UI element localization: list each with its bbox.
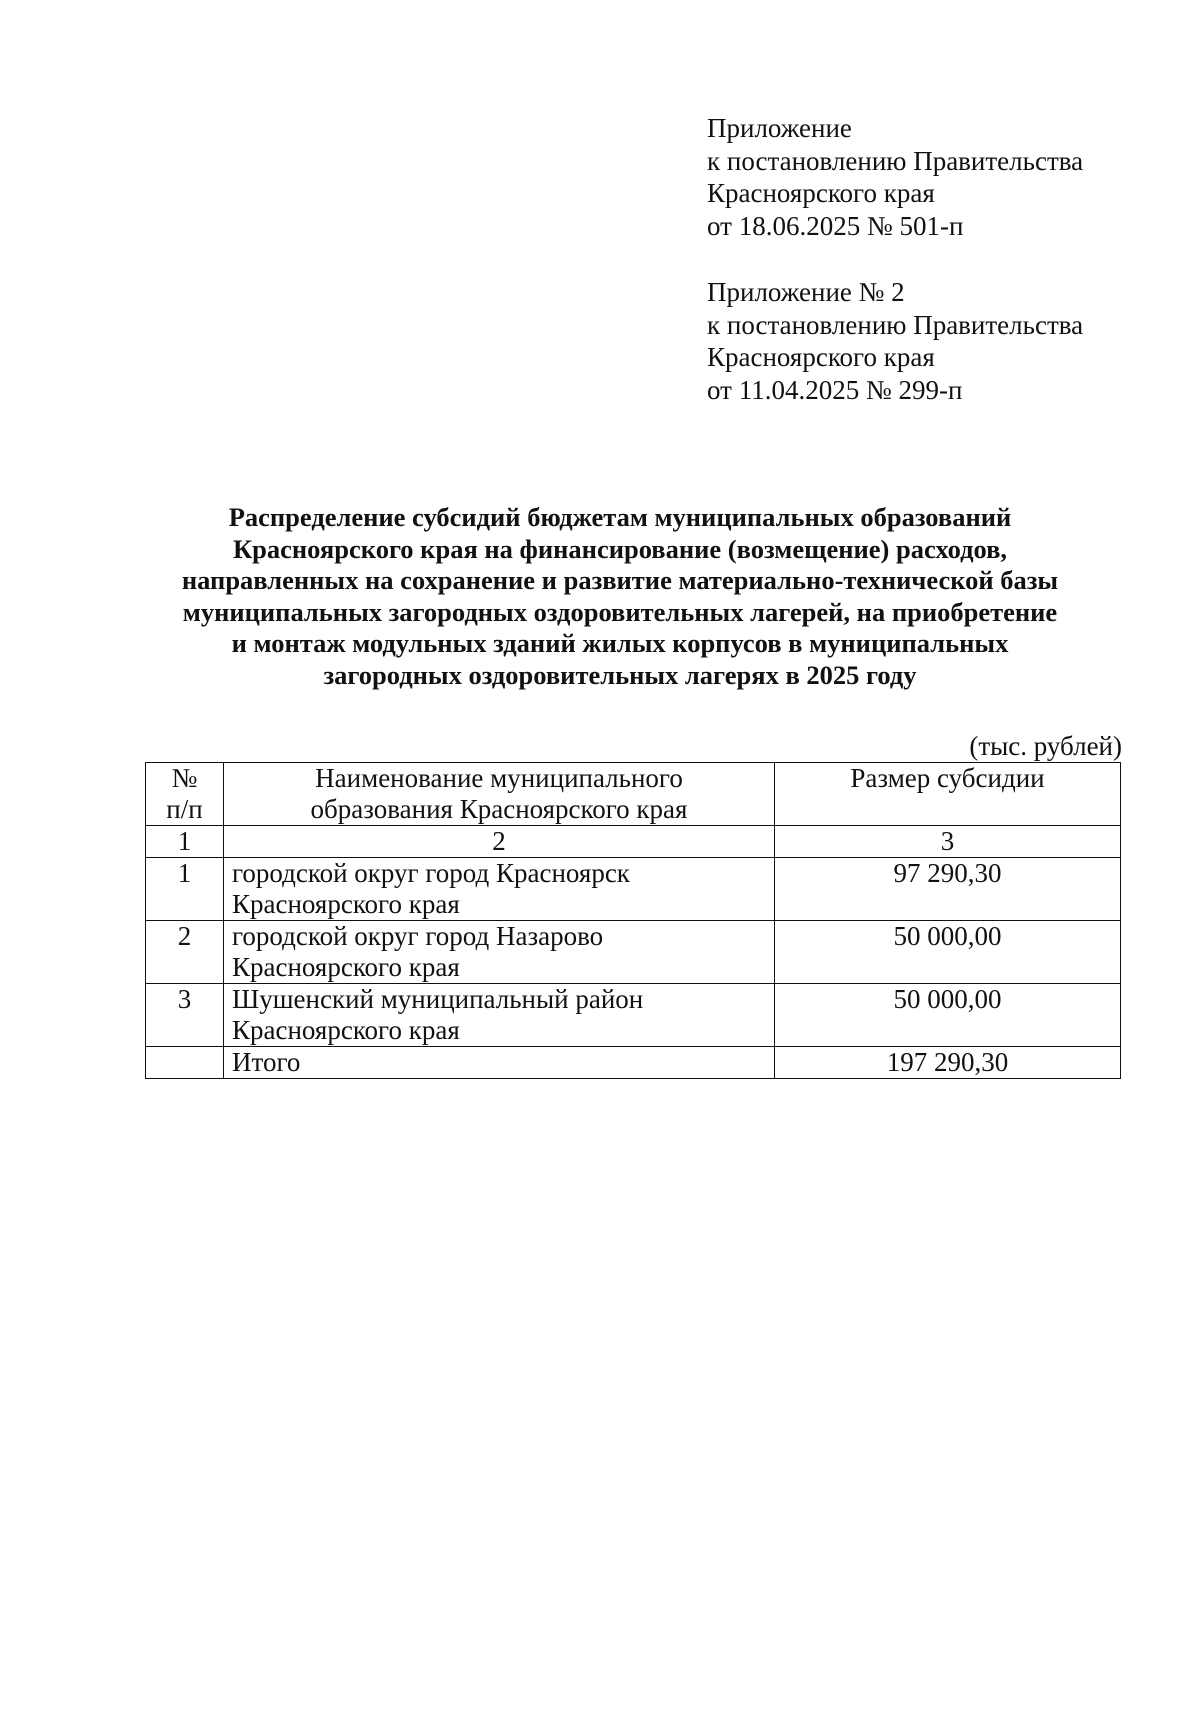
table-header-row — [146, 763, 1121, 826]
municipality-name-line: городской округ город Красноярск — [232, 858, 630, 888]
header-name-line: Наименование муниципального — [315, 763, 683, 793]
title-line: Распределение субсидий бюджетам муниципальных образований — [228, 502, 1012, 532]
municipality-name-line: Красноярского края — [232, 952, 460, 982]
annex-line: Приложение — [707, 113, 852, 143]
municipality-name — [224, 858, 775, 921]
title-line: Красноярского края на финансирование (возмещение) расходов, — [232, 533, 1008, 564]
column-index: 1 — [146, 826, 224, 858]
table-row — [146, 858, 1121, 921]
annex-line: Красноярского края — [707, 178, 935, 208]
document-title — [140, 502, 1100, 691]
annex-line: от 18.06.2025 № 501-п — [707, 210, 964, 241]
table-row — [146, 921, 1121, 984]
subsidy-amount: 50 000,00 — [775, 921, 1121, 984]
title-line: и монтаж модульных зданий жилых корпусов в муниципальных — [231, 628, 1009, 658]
column-index: 2 — [224, 826, 775, 858]
table-row — [146, 984, 1121, 1047]
municipality-name-line: Красноярского края — [232, 889, 460, 919]
header-number — [146, 763, 224, 826]
total-row — [146, 1047, 1121, 1079]
total-number-empty — [146, 1047, 224, 1079]
title-line: загородных оздоровительных лагерях в 2025 году — [323, 659, 917, 690]
row-number: 1 — [146, 858, 224, 921]
subsidy-amount: 97 290,30 — [775, 858, 1121, 921]
row-number: 3 — [146, 984, 224, 1047]
title-line: муниципальных загородных оздоровительных лагерей, на приобретение — [182, 596, 1058, 627]
annex-line: от 11.04.2025 № 299-п — [707, 374, 963, 405]
annex-line: к постановлению Правительства — [707, 309, 1084, 340]
municipality-name — [224, 984, 775, 1047]
header-name-line: образования Красноярского края — [310, 794, 688, 824]
annex-line: к постановлению Правительства — [707, 145, 1084, 176]
header-number-line: № — [171, 763, 198, 793]
header-amount: Размер субсидии — [775, 763, 1121, 826]
annex-line: Приложение № 2 — [707, 277, 905, 307]
subsidy-table — [145, 762, 1121, 1079]
header-name — [224, 763, 775, 826]
municipality-name — [224, 921, 775, 984]
title-line: направленных на сохранение и развитие материально-технической базы — [181, 565, 1059, 595]
annex-reference-previous — [707, 276, 1177, 406]
municipality-name-line: Красноярского края — [232, 1015, 460, 1045]
subsidy-amount: 50 000,00 — [775, 984, 1121, 1047]
annex-line: Красноярского края — [707, 342, 935, 372]
header-number-line: п/п — [166, 794, 203, 824]
total-amount: 197 290,30 — [775, 1047, 1121, 1079]
column-index-row — [146, 826, 1121, 858]
column-index: 3 — [775, 826, 1121, 858]
units-label: (тыс. рублей) — [969, 731, 1122, 761]
municipality-name-line: городской округ город Назарово — [232, 921, 604, 951]
municipality-name-line: Шушенский муниципальный район — [232, 984, 644, 1014]
annex-reference-current — [707, 112, 1177, 242]
row-number: 2 — [146, 921, 224, 984]
total-label: Итого — [224, 1047, 775, 1079]
